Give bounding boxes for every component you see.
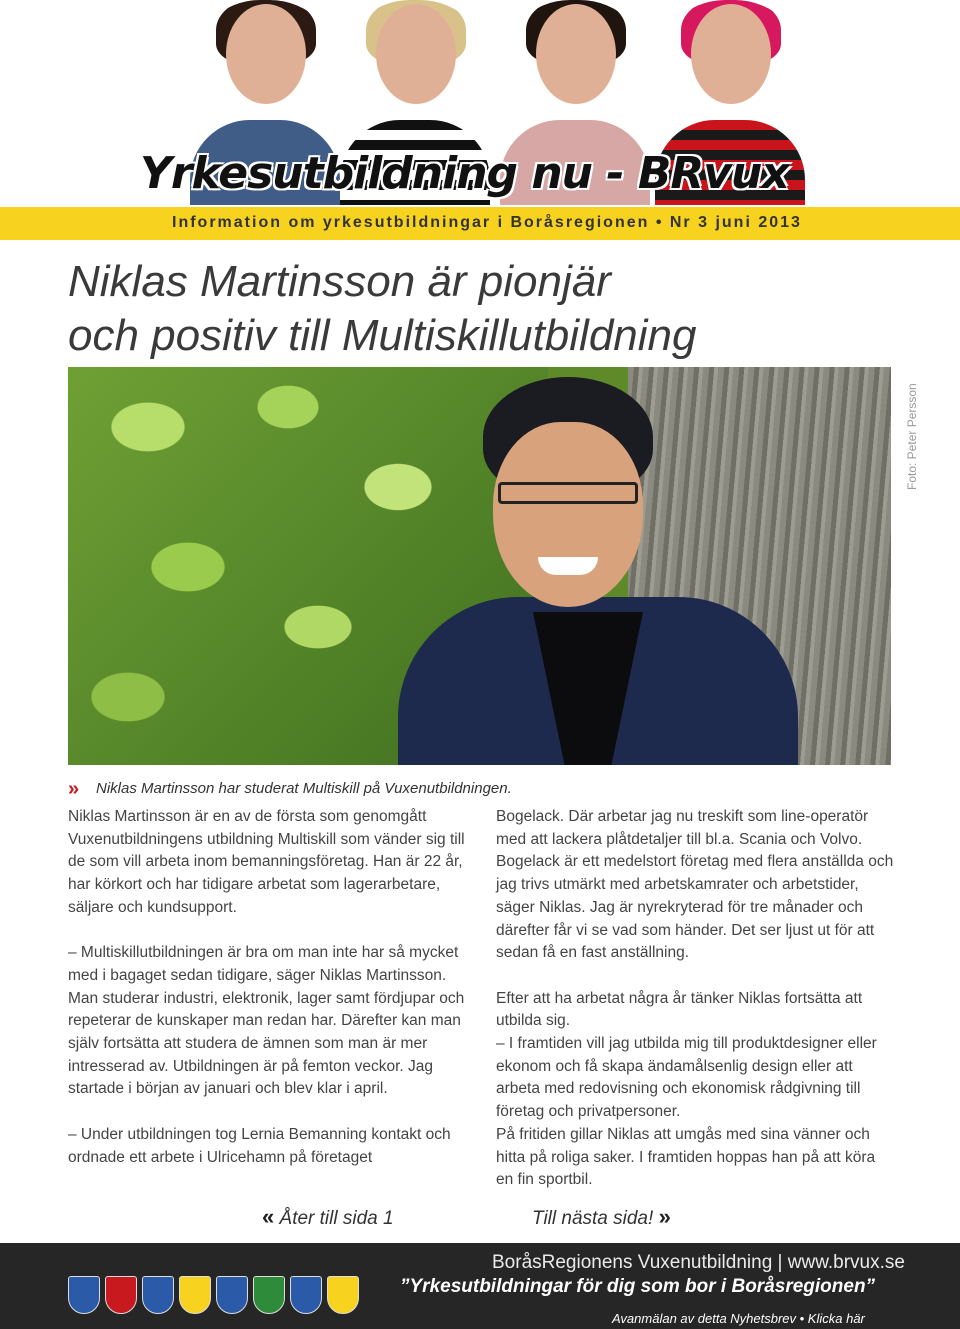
photo-caption: Niklas Martinsson har studerat Multiskill på Vuxenutbildningen. <box>96 780 512 797</box>
crest-icon <box>68 1276 100 1314</box>
issue-info: Information om yrkesutbildningar i Boråsregionen • Nr 3 juni 2013 <box>172 214 802 231</box>
crest-icon <box>253 1276 285 1314</box>
headline-line-2: och positiv till Multiskillutbildning <box>68 311 697 360</box>
article-photo <box>68 367 891 765</box>
photo-credit: Foto: Peter Persson <box>905 383 919 490</box>
back-link-label: Åter till sida 1 <box>279 1208 394 1229</box>
info-band <box>0 207 960 240</box>
organization-link[interactable]: BoråsRegionens Vuxenutbildning | www.brvux.se <box>492 1252 905 1273</box>
crest-icon <box>290 1276 322 1314</box>
crest-icon <box>327 1276 359 1314</box>
paragraph: – Under utbildningen tog Lernia Bemanning kontakt och ordnade ett arbete i Ulricehamn på företaget <box>68 1125 451 1166</box>
portrait <box>398 367 798 765</box>
caption-arrow-icon: » <box>68 778 76 800</box>
double-chevron-right-icon: » <box>658 1204 671 1229</box>
crest-icon <box>216 1276 248 1314</box>
municipality-crests <box>68 1276 368 1316</box>
back-to-page-1-link[interactable] <box>262 1204 394 1230</box>
crest-icon <box>142 1276 174 1314</box>
footer <box>0 1243 960 1329</box>
footer-slogan: ”Yrkesutbildningar för dig som bor i Boråsregionen” <box>400 1276 876 1297</box>
paragraph: På fritiden gillar Niklas att umgås med sina vänner och hitta på roliga saker. I framtiden hoppas han på att köra en fin sportbil. <box>496 1125 876 1189</box>
masthead-title: Yrkesutbildning nu - BRvux <box>140 148 789 199</box>
paragraph: – Multiskillutbildningen är bra om man inte har så mycket med i bagaget sedan tidigare, säger Niklas Martinsson. Man studerar industri, elektronik, lager samt fördjupar och repeterar de kunskaper man redan har. Därefter kan man själv fortsätta att studera de ämnen som man är mer intresserad av. Utbildningen är på femton veckor. Jag startade i början av januari och blev klar i april. <box>68 944 465 1098</box>
article-headline <box>68 255 888 363</box>
next-page-link[interactable] <box>532 1204 671 1230</box>
double-chevron-left-icon: « <box>262 1204 275 1229</box>
paragraph: Bogelack. Där arbetar jag nu treskift som line-operatör med att lackera plåtdetaljer till bl.a. Scania och Volvo. Bogelack är ett medelstort företag med flera anställda och jag trivs utmärkt med arbetskamrater och arbetstider, säger Niklas. Jag är nyrekryterad för tre månader och därefter får vi se vad som händer. Det ser ljust ut för att sedan få en fast anställning. <box>496 808 894 962</box>
crest-icon <box>179 1276 211 1314</box>
article-column-right <box>496 806 896 1192</box>
paragraph: Efter att ha arbetat några år tänker Niklas fortsätta att utbilda sig. <box>496 989 863 1030</box>
next-link-label: Till nästa sida! <box>532 1208 654 1229</box>
crest-icon <box>105 1276 137 1314</box>
headline-line-1: Niklas Martinsson är pionjär <box>68 257 611 306</box>
unsubscribe-link[interactable]: Avanmälan av detta Nyhetsbrev • Klicka här <box>612 1311 865 1326</box>
paragraph: Niklas Martinsson är en av de första som genomgått Vuxenutbildningens utbildning Multiskill som vänder sig till de som vill arbeta inom bemanningsföretag. Han är 22 år, har körkort och har tidigare arbetat som lagerarbetare, säljare och kundsupport. <box>68 808 465 916</box>
article-column-left <box>68 806 468 1169</box>
paragraph: – I framtiden vill jag utbilda mig till produktdesigner eller ekonom och få skapa ändamålsenlig design eller att arbeta med redovisning och ekonomisk rådgivning till företag och privatpersoner. <box>496 1035 877 1121</box>
